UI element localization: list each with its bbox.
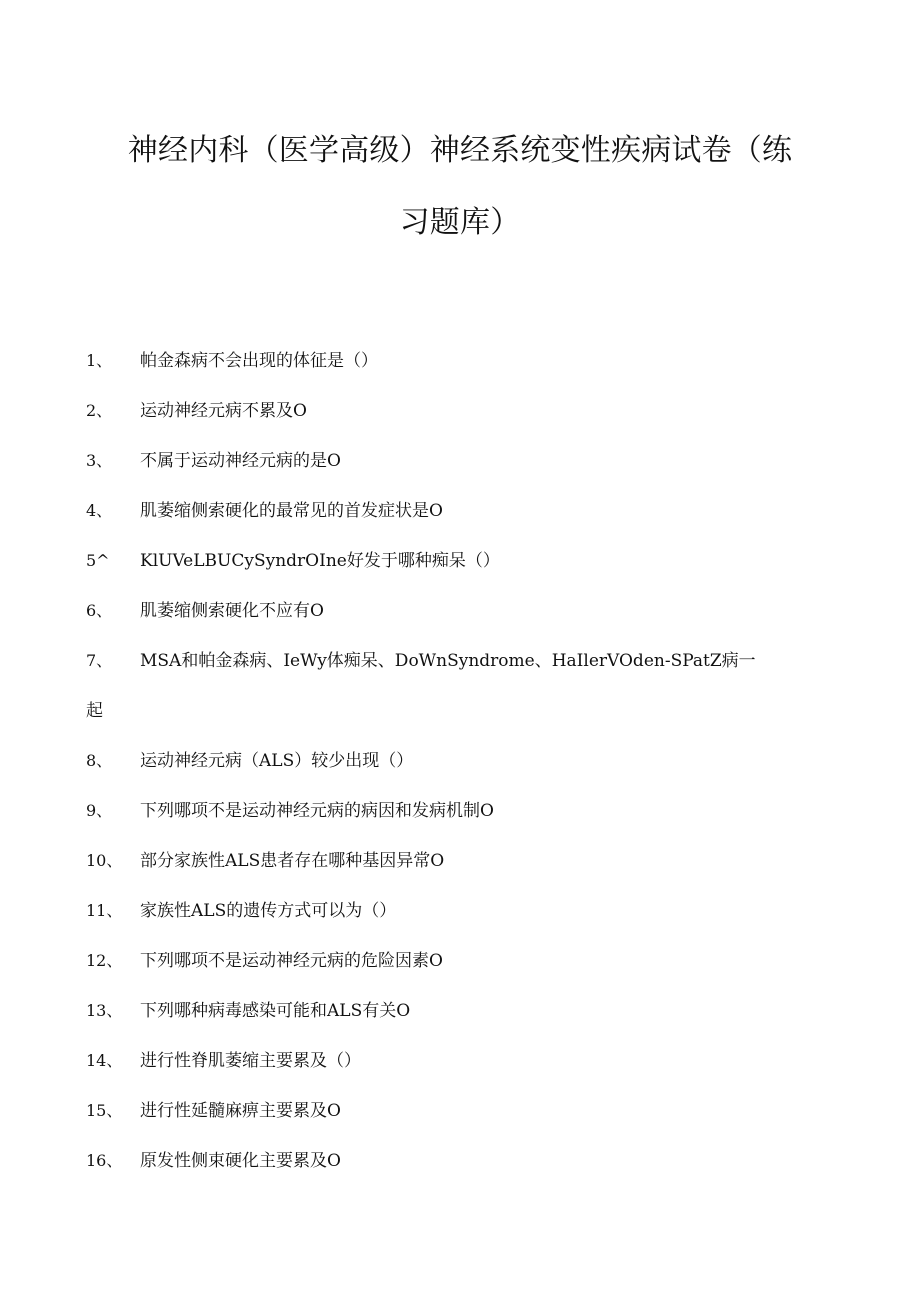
question-number: 2、: [86, 401, 113, 420]
question-item: [86, 948, 834, 998]
question-text: 不属于运动神经元病的是O: [140, 451, 341, 471]
question-number: 7、: [86, 651, 113, 670]
question-item: [86, 548, 834, 598]
question-number: 14、: [86, 1051, 123, 1070]
question-text: 运动神经元病不累及O: [140, 401, 307, 421]
question-text: 进行性脊肌萎缩主要累及（）: [140, 1051, 361, 1071]
question-item: [86, 1148, 834, 1198]
question-item: [86, 998, 834, 1048]
question-number: 10、: [86, 851, 123, 870]
question-item: [86, 898, 834, 948]
question-text: 运动神经元病（ALS）较少出现（）: [140, 751, 414, 771]
document-title-line-1: 神经内科（医学高级）神经系统变性疾病试卷（练: [127, 133, 793, 168]
question-item: [86, 498, 834, 548]
question-item: [86, 798, 834, 848]
question-number: 9、: [86, 801, 113, 820]
question-text: 下列哪项不是运动神经元病的病因和发病机制O: [140, 801, 494, 821]
question-number: 4、: [86, 501, 113, 520]
question-text: 部分家族性ALS患者存在哪种基因异常O: [140, 851, 445, 871]
question-text: 帕金森病不会出现的体征是（）: [140, 351, 378, 371]
question-number: 11、: [86, 901, 123, 920]
question-text: KlUVeLBUCySyndrOIne好发于哪种痴呆（）: [140, 551, 500, 571]
question-item: [86, 1098, 834, 1148]
question-text-continuation: 起: [86, 701, 103, 721]
question-item: [86, 398, 834, 448]
question-item: [86, 848, 834, 898]
question-item: [86, 598, 834, 648]
question-item: [86, 748, 834, 798]
question-item: [86, 348, 834, 398]
question-text: MSA和帕金森病、IeWy体痴呆、DoWnSyndrome、HaIlerVOden-SPatZ病一: [140, 651, 756, 671]
question-number: 3、: [86, 451, 113, 470]
question-list: [86, 348, 834, 1198]
question-text: 原发性侧束硬化主要累及O: [140, 1151, 341, 1171]
question-number: 6、: [86, 601, 113, 620]
question-number: 15、: [86, 1101, 123, 1120]
question-text: 家族性ALS的遗传方式可以为（）: [140, 901, 397, 921]
question-number: 1、: [86, 351, 113, 370]
question-number: 12、: [86, 951, 123, 970]
question-item: [86, 448, 834, 498]
question-text: 肌萎缩侧索硬化不应有O: [140, 601, 324, 621]
question-number: 5^: [86, 551, 110, 570]
question-item: [86, 648, 834, 748]
question-text: 下列哪种病毒感染可能和ALS有关O: [140, 1001, 411, 1021]
document-title-line-2: 习题库）: [399, 205, 521, 240]
question-text: 肌萎缩侧索硬化的最常见的首发症状是O: [140, 501, 443, 521]
question-text: 进行性延髓麻痹主要累及O: [140, 1101, 341, 1121]
question-text: 下列哪项不是运动神经元病的危险因素O: [140, 951, 443, 971]
question-number: 8、: [86, 751, 113, 770]
question-number: 16、: [86, 1151, 123, 1170]
question-number: 13、: [86, 1001, 123, 1020]
question-item: [86, 1048, 834, 1098]
